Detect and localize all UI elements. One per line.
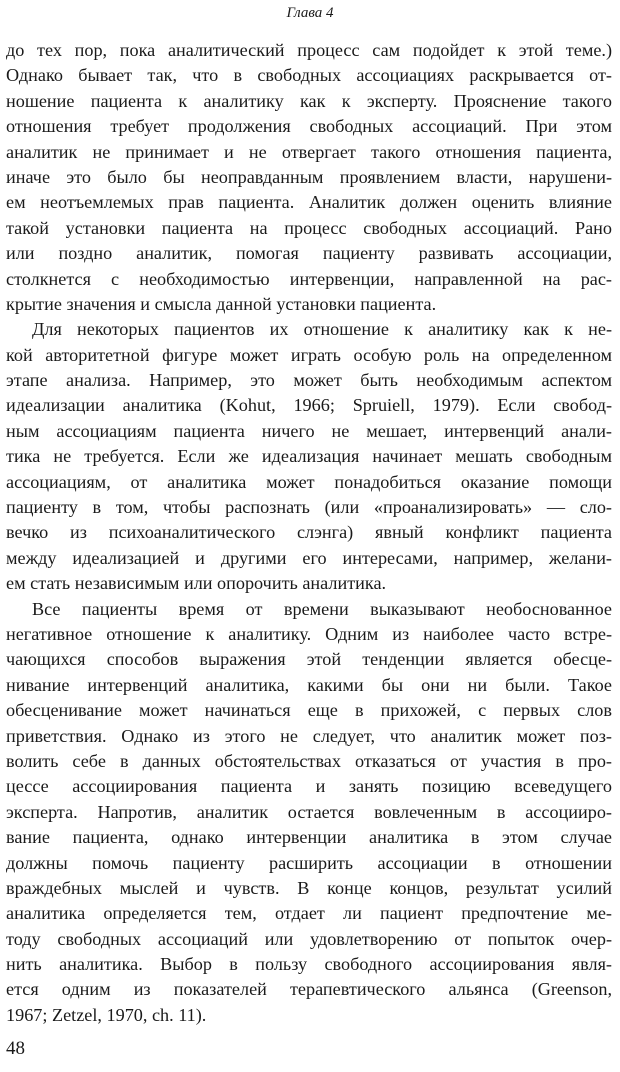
text-line: тика не требуется. Если же идеализация начинает мешать свободным bbox=[6, 446, 612, 467]
text-line: ассоциациям, от аналитика может понадобиться оказание помощи bbox=[6, 471, 612, 492]
text-line: Все пациенты время от времени выказывают необоснованное bbox=[32, 598, 612, 619]
text-line: обесценивание может начинаться еще в прихожей, с первых слов bbox=[6, 700, 612, 721]
text-line: Для некоторых пациентов их отношение к аналитику как к не- bbox=[32, 319, 612, 340]
text-line: между идеализацией и другими его интересами, например, желани- bbox=[6, 547, 612, 568]
text-line: столкнется с необходимостью интервенции, направленной на рас- bbox=[6, 268, 612, 289]
page-number: 48 bbox=[6, 1038, 25, 1059]
text-line: пациенту в том, чтобы распознать (или «проанализировать» — сло- bbox=[6, 497, 612, 518]
text-line: волить себе в данных обстоятельствах отказаться от участия в про- bbox=[6, 750, 612, 771]
paragraph bbox=[6, 38, 612, 317]
text-line: отношения требует продолжения свободных ассоциаций. При этом bbox=[6, 116, 612, 137]
text-line: 1967; Zetzel, 1970, ch. 11). bbox=[6, 1004, 207, 1025]
running-header-chapter: Глава 4 bbox=[286, 5, 334, 21]
body-text bbox=[6, 38, 612, 1028]
text-line: враждебных мыслей и чувств. В конце концов, результат усилий bbox=[6, 877, 612, 898]
text-line: должны помочь пациенту расширить ассоциации в отношении bbox=[6, 852, 612, 873]
text-line: чающихся способов выражения этой тенденции является обесце- bbox=[6, 649, 612, 670]
text-line: тоду свободных ассоциаций или удовлетворению от попыток очер- bbox=[6, 928, 612, 949]
text-line: ем неотъемлемых прав пациента. Аналитик должен оценить влияние bbox=[6, 192, 612, 213]
text-line: иначе это было бы неоправданным проявлением власти, нарушени- bbox=[6, 166, 612, 187]
paragraph bbox=[6, 597, 612, 1029]
text-line: такой установки пациента на процесс свободных ассоциаций. Рано bbox=[6, 217, 612, 238]
text-line: кой авторитетной фигуре может играть особую роль на определенном bbox=[6, 344, 612, 365]
text-line: до тех пор, пока аналитический процесс сам подойдет к этой теме.) bbox=[6, 40, 612, 60]
text-line: нивание интервенций аналитика, какими бы они ни были. Такое bbox=[6, 674, 612, 695]
text-line: ношение пациента к аналитику как к эксперту. Прояснение такого bbox=[6, 90, 612, 111]
text-line: цессе ассоциирования пациента и занять позицию всеведущего bbox=[6, 776, 612, 797]
text-line: ется одним из показателей терапевтического альянса (Greenson, bbox=[6, 979, 612, 1000]
text-line: этапе анализа. Например, это может быть необходимым аспектом bbox=[6, 370, 612, 391]
text-line: эксперта. Напротив, аналитик остается вовлеченным в ассоцииро- bbox=[6, 801, 612, 822]
text-line: ем стать независимым или опорочить аналитика. bbox=[6, 573, 387, 594]
text-line: аналитика определяется тем, отдает ли пациент предпочтение ме- bbox=[6, 903, 612, 924]
text-line: вечко из психоаналитического слэнга) явный конфликт пациента bbox=[6, 522, 612, 543]
text-line: вание пациента, однако интервенции аналитика в этом случае bbox=[6, 827, 612, 848]
text-line: крытие значения и смысла данной установки пациента. bbox=[6, 293, 437, 314]
paragraph bbox=[6, 317, 612, 596]
text-line: ным ассоциациям пациента ничего не мешает, интервенций анали- bbox=[6, 420, 612, 441]
text-line: или поздно аналитик, помогая пациенту развивать ассоциации, bbox=[6, 243, 612, 264]
text-line: приветствия. Однако из этого не следует, что аналитик может поз- bbox=[6, 725, 612, 746]
text-line: негативное отношение к аналитику. Одним из наиболее часто встре- bbox=[6, 623, 612, 644]
text-line: Однако бывает так, что в свободных ассоциациях раскрывается от- bbox=[6, 65, 612, 86]
text-line: идеализации аналитика (Kohut, 1966; Spruiell, 1979). Если свобод- bbox=[6, 395, 612, 416]
text-line: аналитик не принимает и не отвергает такого отношения пациента, bbox=[6, 141, 612, 162]
text-line: нить аналитика. Выбор в пользу свободного ассоциирования явля- bbox=[6, 954, 612, 975]
